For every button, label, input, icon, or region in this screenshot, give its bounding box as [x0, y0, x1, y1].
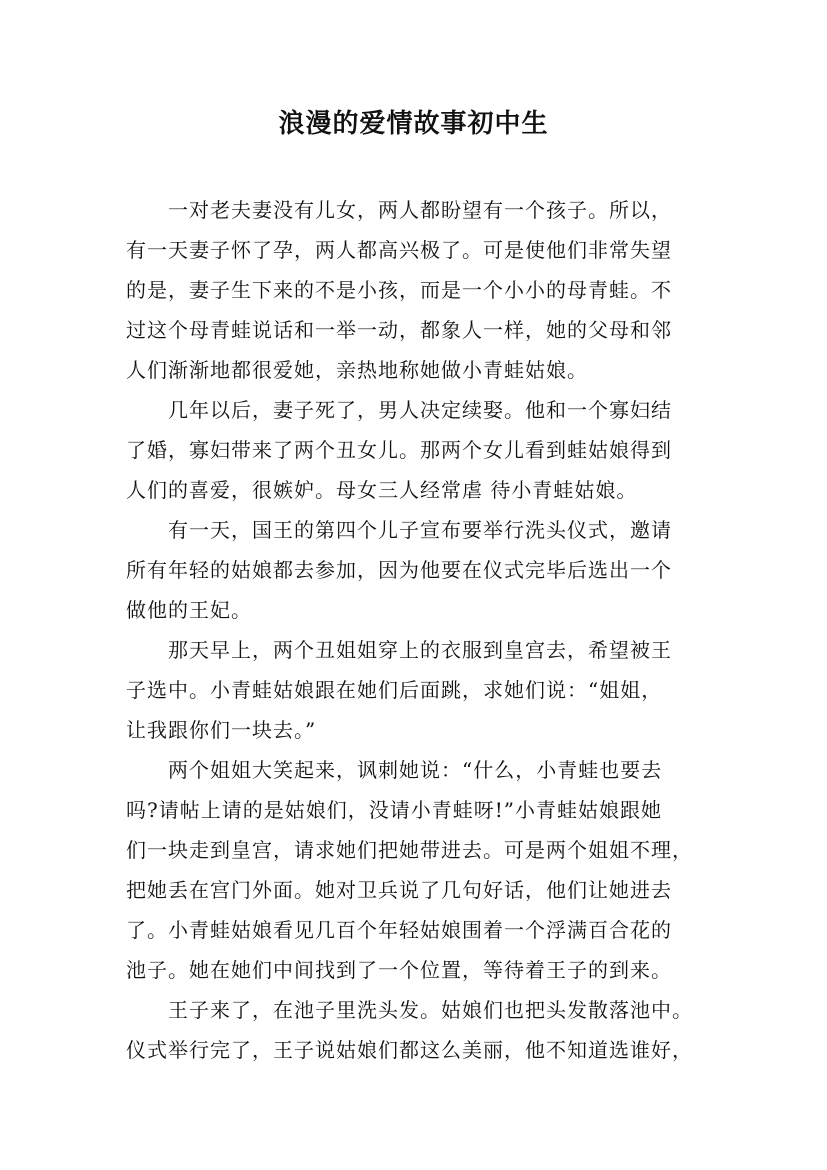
text-line: 过这个母青蛙说话和一举一动，都象人一样，她的父母和邻 — [126, 318, 672, 342]
document-title: 浪漫的爱情故事初中生 — [278, 109, 549, 139]
text-line: 有一天，国王的第四个儿子宣布要举行洗头仪式，邀请 — [168, 518, 672, 542]
text-line: 们一块走到皇宫，请求她们把她带进去。可是两个姐姐不理， — [126, 838, 693, 862]
text-line: 几年以后，妻子死了，男人决定续娶。他和一个寡妇结 — [168, 398, 672, 422]
text-line: 池子。她在她们中间找到了一个位置，等待着王子的到来。 — [126, 958, 672, 982]
text-line: 有一天妻子怀了孕，两人都高兴极了。可是使他们非常失望 — [126, 238, 672, 262]
text-line: 那天早上，两个丑姐姐穿上的衣服到皇宫去，希望被王 — [168, 638, 672, 662]
text-line: 人们渐渐地都很爱她，亲热地称她做小青蛙姑娘。 — [126, 358, 588, 382]
text-line: 的是，妻子生下来的不是小孩，而是一个小小的母青蛙。不 — [126, 278, 672, 302]
text-line: 所有年轻的姑娘都去参加，因为他要在仪式完毕后选出一个 — [126, 558, 672, 582]
text-line: 王子来了，在池子里洗头发。姑娘们也把头发散落池中。 — [168, 998, 693, 1022]
text-line: 仪式举行完了，王子说姑娘们都这么美丽，他不知道选谁好， — [126, 1038, 693, 1062]
text-line: 了。小青蛙姑娘看见几百个年轻姑娘围着一个浮满百合花的 — [126, 918, 672, 942]
text-line: 两个姐姐大笑起来，讽刺她说：“什么，小青蛙也要去 — [168, 758, 663, 782]
text-line: 子选中。小青蛙姑娘跟在她们后面跳，求她们说：“姐姐， — [126, 678, 663, 702]
text-line: 了婚，寡妇带来了两个丑女儿。那两个女儿看到蛙姑娘得到 — [126, 438, 672, 462]
document-body — [126, 190, 726, 1070]
text-line: 吗?请帖上请的是姑娘们，没请小青蛙呀!”小青蛙姑娘跟她 — [126, 798, 662, 822]
text-line: 做他的王妃。 — [126, 598, 252, 622]
text-line: 一对老夫妻没有儿女，两人都盼望有一个孩子。所以， — [168, 198, 672, 222]
text-line: 让我跟你们一块去。” — [126, 718, 317, 742]
text-line: 人们的喜爱，很嫉妒。母女三人经常虐 待小青蛙姑娘。 — [126, 478, 638, 502]
text-line: 把她丢在宫门外面。她对卫兵说了几句好话，他们让她进去 — [126, 878, 672, 902]
